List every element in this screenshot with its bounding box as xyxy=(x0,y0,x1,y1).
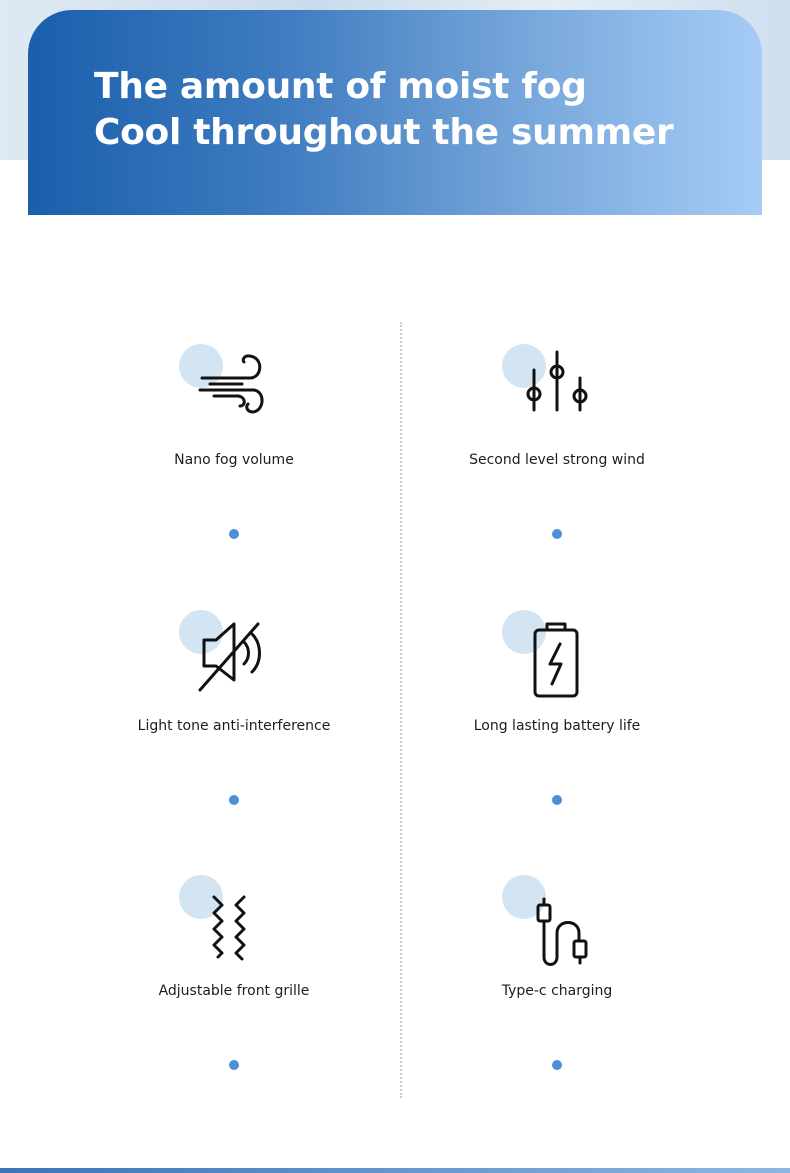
feature-anti-interference xyxy=(84,586,384,826)
accent-dot xyxy=(552,795,562,805)
feature-label: Light tone anti-interference xyxy=(137,718,331,734)
accent-dot xyxy=(229,795,239,805)
headline xyxy=(94,64,673,156)
feature-label: Second level strong wind xyxy=(469,452,645,468)
feature-type-c xyxy=(407,851,707,1091)
header-banner xyxy=(28,10,762,215)
headline-line-1: The amount of moist fog xyxy=(94,66,587,107)
mute-icon xyxy=(192,610,268,686)
column-divider xyxy=(400,322,402,1098)
accent-dot xyxy=(229,1060,239,1070)
accent-dot xyxy=(229,529,239,539)
feature-battery xyxy=(407,586,707,826)
feature-label: Long lasting battery life xyxy=(473,718,641,734)
feature-label: Type-c charging xyxy=(501,983,613,999)
headline-line-2: Cool throughout the summer xyxy=(94,112,674,153)
sliders-icon xyxy=(515,344,591,420)
usb-cable-icon xyxy=(515,875,591,951)
feature-label: Nano fog volume xyxy=(174,452,294,468)
accent-dot xyxy=(552,1060,562,1070)
wind-icon xyxy=(192,344,268,420)
feature-strong-wind xyxy=(407,320,707,560)
feature-label: Adjustable front grille xyxy=(158,983,310,999)
feature-nano-fog xyxy=(84,320,384,560)
feature-front-grille xyxy=(84,851,384,1091)
bottom-accent-line xyxy=(0,1168,790,1173)
battery-icon xyxy=(515,610,591,686)
wave-grille-icon xyxy=(192,875,268,951)
accent-dot xyxy=(552,529,562,539)
